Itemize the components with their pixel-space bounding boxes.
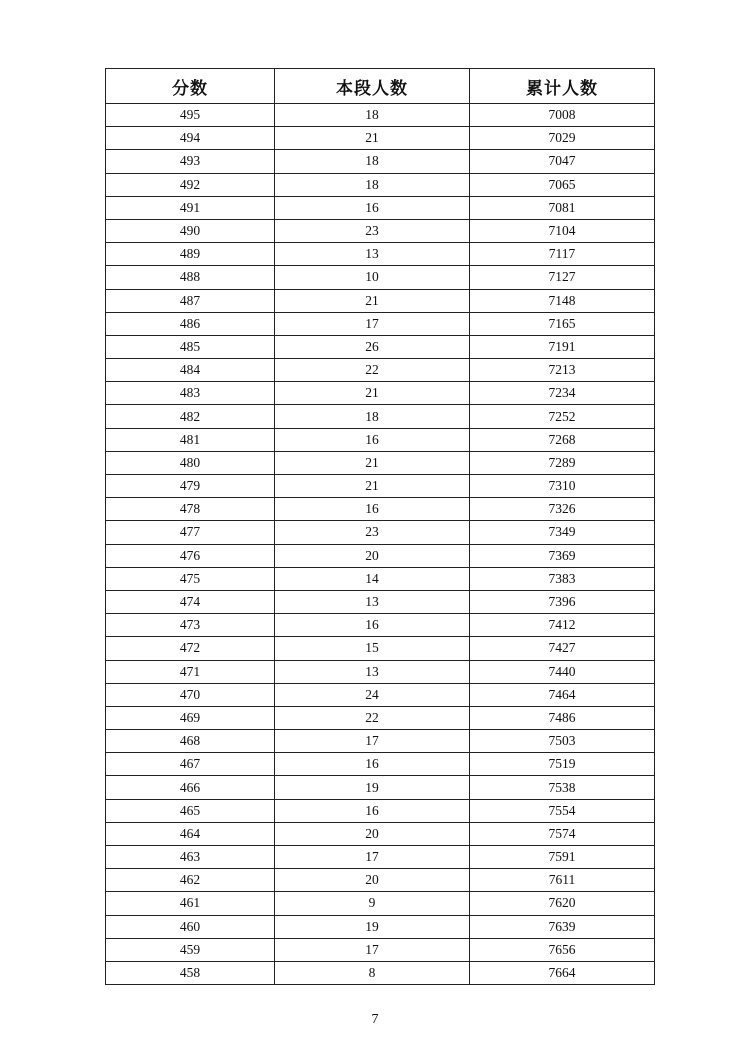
- table-row: [106, 428, 655, 451]
- cell-cumulative-count: 7234: [470, 382, 655, 405]
- cell-score: 494: [106, 127, 275, 150]
- table-row: [106, 938, 655, 961]
- cell-segment-count: 20: [275, 822, 470, 845]
- table-row: [106, 915, 655, 938]
- cell-cumulative-count: 7252: [470, 405, 655, 428]
- cell-score: 491: [106, 196, 275, 219]
- cell-cumulative-count: 7574: [470, 822, 655, 845]
- cell-cumulative-count: 7639: [470, 915, 655, 938]
- table-row: [106, 590, 655, 613]
- cell-score: 488: [106, 266, 275, 289]
- cell-segment-count: 13: [275, 590, 470, 613]
- cell-segment-count: 15: [275, 637, 470, 660]
- cell-score: 470: [106, 683, 275, 706]
- cell-segment-count: 21: [275, 382, 470, 405]
- header-segment-count: 本段人数: [275, 69, 470, 104]
- cell-cumulative-count: 7104: [470, 219, 655, 242]
- cell-cumulative-count: 7656: [470, 938, 655, 961]
- cell-cumulative-count: 7383: [470, 567, 655, 590]
- cell-segment-count: 17: [275, 938, 470, 961]
- table-row: [106, 127, 655, 150]
- cell-score: 458: [106, 961, 275, 984]
- cell-segment-count: 22: [275, 706, 470, 729]
- cell-score: 460: [106, 915, 275, 938]
- cell-segment-count: 23: [275, 219, 470, 242]
- cell-segment-count: 24: [275, 683, 470, 706]
- cell-segment-count: 17: [275, 730, 470, 753]
- cell-cumulative-count: 7008: [470, 104, 655, 127]
- cell-score: 479: [106, 475, 275, 498]
- cell-score: 482: [106, 405, 275, 428]
- table-row: [106, 289, 655, 312]
- table-row: [106, 683, 655, 706]
- cell-score: 490: [106, 219, 275, 242]
- cell-segment-count: 22: [275, 359, 470, 382]
- table-row: [106, 335, 655, 358]
- cell-cumulative-count: 7213: [470, 359, 655, 382]
- header-score: 分数: [106, 69, 275, 104]
- cell-cumulative-count: 7191: [470, 335, 655, 358]
- cell-segment-count: 9: [275, 892, 470, 915]
- table-header: [106, 69, 655, 104]
- table-row: [106, 243, 655, 266]
- table-row: [106, 846, 655, 869]
- cell-cumulative-count: 7310: [470, 475, 655, 498]
- cell-segment-count: 21: [275, 475, 470, 498]
- cell-score: 471: [106, 660, 275, 683]
- cell-cumulative-count: 7369: [470, 544, 655, 567]
- table-row: [106, 104, 655, 127]
- cell-segment-count: 21: [275, 289, 470, 312]
- cell-score: 462: [106, 869, 275, 892]
- table-row: [106, 173, 655, 196]
- table-row: [106, 219, 655, 242]
- cell-segment-count: 18: [275, 150, 470, 173]
- page-number: 7: [371, 1012, 379, 1027]
- cell-cumulative-count: 7486: [470, 706, 655, 729]
- cell-cumulative-count: 7165: [470, 312, 655, 335]
- cell-score: 469: [106, 706, 275, 729]
- cell-segment-count: 16: [275, 799, 470, 822]
- cell-score: 465: [106, 799, 275, 822]
- cell-cumulative-count: 7117: [470, 243, 655, 266]
- cell-cumulative-count: 7611: [470, 869, 655, 892]
- cell-segment-count: 18: [275, 173, 470, 196]
- score-distribution-table: [105, 68, 655, 985]
- cell-segment-count: 13: [275, 243, 470, 266]
- cell-cumulative-count: 7065: [470, 173, 655, 196]
- cell-cumulative-count: 7503: [470, 730, 655, 753]
- cell-segment-count: 16: [275, 428, 470, 451]
- cell-cumulative-count: 7396: [470, 590, 655, 613]
- table-row: [106, 150, 655, 173]
- cell-cumulative-count: 7519: [470, 753, 655, 776]
- cell-segment-count: 19: [275, 776, 470, 799]
- cell-cumulative-count: 7127: [470, 266, 655, 289]
- cell-segment-count: 21: [275, 451, 470, 474]
- table-row: [106, 822, 655, 845]
- table-row: [106, 196, 655, 219]
- table-row: [106, 544, 655, 567]
- table-row: [106, 614, 655, 637]
- cell-score: 487: [106, 289, 275, 312]
- cell-score: 473: [106, 614, 275, 637]
- header-cumulative-count: 累计人数: [470, 69, 655, 104]
- cell-segment-count: 10: [275, 266, 470, 289]
- cell-cumulative-count: 7538: [470, 776, 655, 799]
- cell-score: 483: [106, 382, 275, 405]
- cell-segment-count: 23: [275, 521, 470, 544]
- header-row: [106, 69, 655, 104]
- cell-segment-count: 16: [275, 614, 470, 637]
- cell-segment-count: 8: [275, 961, 470, 984]
- table-row: [106, 567, 655, 590]
- cell-score: 475: [106, 567, 275, 590]
- cell-score: 461: [106, 892, 275, 915]
- cell-segment-count: 20: [275, 544, 470, 567]
- cell-score: 480: [106, 451, 275, 474]
- cell-segment-count: 17: [275, 846, 470, 869]
- cell-segment-count: 13: [275, 660, 470, 683]
- cell-score: 467: [106, 753, 275, 776]
- cell-cumulative-count: 7412: [470, 614, 655, 637]
- cell-cumulative-count: 7289: [470, 451, 655, 474]
- cell-score: 463: [106, 846, 275, 869]
- cell-segment-count: 16: [275, 753, 470, 776]
- table-row: [106, 799, 655, 822]
- cell-score: 466: [106, 776, 275, 799]
- cell-segment-count: 16: [275, 196, 470, 219]
- table-row: [106, 869, 655, 892]
- cell-score: 478: [106, 498, 275, 521]
- table-row: [106, 521, 655, 544]
- cell-segment-count: 18: [275, 405, 470, 428]
- cell-cumulative-count: 7349: [470, 521, 655, 544]
- cell-segment-count: 14: [275, 567, 470, 590]
- cell-cumulative-count: 7440: [470, 660, 655, 683]
- table-row: [106, 660, 655, 683]
- cell-cumulative-count: 7591: [470, 846, 655, 869]
- table-row: [106, 961, 655, 984]
- cell-score: 476: [106, 544, 275, 567]
- cell-segment-count: 20: [275, 869, 470, 892]
- cell-cumulative-count: 7029: [470, 127, 655, 150]
- table-row: [106, 266, 655, 289]
- cell-segment-count: 21: [275, 127, 470, 150]
- table-row: [106, 451, 655, 474]
- cell-cumulative-count: 7427: [470, 637, 655, 660]
- cell-cumulative-count: 7664: [470, 961, 655, 984]
- cell-score: 489: [106, 243, 275, 266]
- table-row: [106, 892, 655, 915]
- cell-score: 492: [106, 173, 275, 196]
- cell-score: 493: [106, 150, 275, 173]
- cell-cumulative-count: 7554: [470, 799, 655, 822]
- table-row: [106, 706, 655, 729]
- cell-score: 481: [106, 428, 275, 451]
- cell-score: 477: [106, 521, 275, 544]
- cell-cumulative-count: 7620: [470, 892, 655, 915]
- cell-cumulative-count: 7148: [470, 289, 655, 312]
- table-row: [106, 776, 655, 799]
- cell-score: 474: [106, 590, 275, 613]
- table-row: [106, 637, 655, 660]
- cell-segment-count: 18: [275, 104, 470, 127]
- cell-cumulative-count: 7047: [470, 150, 655, 173]
- cell-score: 459: [106, 938, 275, 961]
- cell-score: 485: [106, 335, 275, 358]
- cell-score: 486: [106, 312, 275, 335]
- table-row: [106, 359, 655, 382]
- cell-cumulative-count: 7464: [470, 683, 655, 706]
- cell-score: 468: [106, 730, 275, 753]
- cell-score: 472: [106, 637, 275, 660]
- table-row: [106, 730, 655, 753]
- cell-cumulative-count: 7326: [470, 498, 655, 521]
- table-body: [106, 104, 655, 985]
- table-row: [106, 475, 655, 498]
- table-row: [106, 498, 655, 521]
- cell-cumulative-count: 7081: [470, 196, 655, 219]
- table-row: [106, 312, 655, 335]
- table-row: [106, 382, 655, 405]
- cell-score: 495: [106, 104, 275, 127]
- cell-segment-count: 26: [275, 335, 470, 358]
- cell-cumulative-count: 7268: [470, 428, 655, 451]
- table-row: [106, 753, 655, 776]
- table-row: [106, 405, 655, 428]
- cell-score: 464: [106, 822, 275, 845]
- cell-score: 484: [106, 359, 275, 382]
- cell-segment-count: 16: [275, 498, 470, 521]
- cell-segment-count: 19: [275, 915, 470, 938]
- cell-segment-count: 17: [275, 312, 470, 335]
